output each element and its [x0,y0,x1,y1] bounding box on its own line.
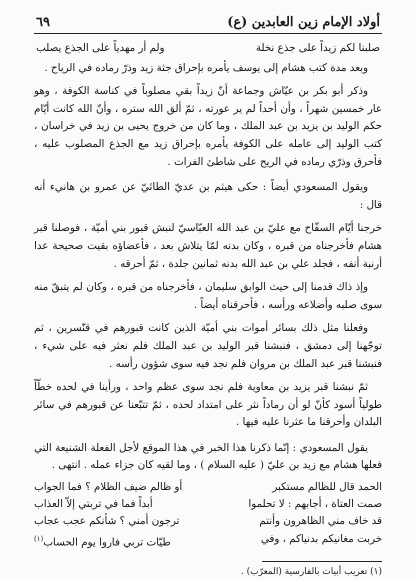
poem-line-text: طيّات تربي فاروا يوم الحساب [43,536,171,549]
footnote-separator [262,561,382,562]
quoted-paragraph: خرجنا أيّام السفّاح مع عليّ بن عبد الله العبّاسيّ لنبش قبور بني أميّة ، فوصلنا قبر هشام فأخرجناه من قبره ، وكان بدنه لمّا يتلاش بعد ، فأعضاؤه بقيت صحيحة عدا أرنبة أنفه ، فجلد علي بن عبد الله بدنه ثمانين جلدة ، ثمّ أحرقه . [34,222,382,270]
quoted-paragraph: ثمّ نبشنا قبر يزيد بن معاوية فلم نجد سوى عظم واحد ، ورأينا في لحده خطّاً طولياً أسود كأنّ لو أن رماداً نثر على امتداد لحده ، ثمّ تتبّعنا عن قبورهم في سائر البلدان وأحرقنا ما عثرنا عليه فيها . [34,381,382,429]
paragraph: يقول المسعودي : إنّما ذكرنا هذا الخبر في هذا الموقع لأجل الفعلة الشنيعة التي فعلها هشام مع زيد بن عليّ ( عليه السلام ) ، وما لقيه كان جزاء عمله . انتهى . [34,441,382,472]
poem-line: الحمد قال للظالم مستكبر [272,481,382,494]
poem-line [34,531,201,552]
quoted-paragraph: وفعلنا مثل ذلك بسائر أموات بني أميّة الذين كانت قبورهم في قنّسرين ، ثم توجّهنا إلى دمشق ، فنبشنا قبر الوليد بن عبد الملك فلم نعثر فيه على شيء ، فنبشنا قبر عبد الملك بن مروان فلم نجد فيه سوى شؤون رأسه . [34,322,382,370]
paragraph: ويقول المسعودي أيضاً : حكى هيثم بن عديّ الطائيّ عن عمرو بن هانيء أنه قال : [34,181,382,211]
poem-line: أبداً فما في تربتي إلاّ العذاب [34,498,153,511]
page-number: ٦٩ [36,15,50,30]
opening-verse [34,40,382,58]
poem-line: صمت العتاة ، أجابهم : لا تحلموا [248,498,382,511]
paragraph: وبعد مدة كتب هشام إلى يوسف يأمره بإحراق جثة زيد وذرّ رماده في الرياح . [44,61,368,74]
footnote-marker: (١) [34,534,44,543]
poem-line: خربت مغانيكم بدنياكم ، وفي [260,532,382,545]
verse-right-hemistich: صلبنا لكم زيداً على جذع نخلة [255,42,380,54]
poem [34,479,382,551]
poem-line: قد خاف مني الظاهرون وأنتم [259,515,382,528]
running-header [34,6,382,34]
quoted-paragraph: وإذ ذاك قدمنا إلى حيث الوابق سليمان ، فأخرجناه من قبره ، وكان لم يتبقّ منه سوى صلبه وأضلاعه ورأسه ، فأحرقناه أيضاً . [34,281,382,311]
poem-line: أو ظالم ضيف الظلام ؟ فما الجواب [34,481,183,494]
verse-left-hemistich: ولم أر مهدياً على الجذع يصلب [36,42,165,54]
book-title: أولاد الإمام زين العابدين (ع) [227,15,380,30]
footnote: (١) تعريب أبيات بالفارسية (المعرّب) . [240,567,382,578]
poem-line: ترجون أمني ؟ شأنكم عجب عجاب [34,515,180,528]
paragraph: وذكر أبو بكر بن عيّاش وجماعة أنّ زيداً بقي مصلوباً في كناسة الكوفة ، وهو عار خمسين شهراً ، وأن أحداً لم ير عورته ، ثمّ ألق الله ستره ، وأنّ الله كانت أيّام حكم الوليد بن يزيد بن عبد الملك ، وما كان من خروج يحيى بن زيد في خراسان ، كتب الوليد إلى عامله على الكوفة يأمره بإحراق زيد مع الجذع المصلوب عليه ، فأحرق وذرّي رماده في الريح على شاطئ الفرات . [34,85,382,168]
